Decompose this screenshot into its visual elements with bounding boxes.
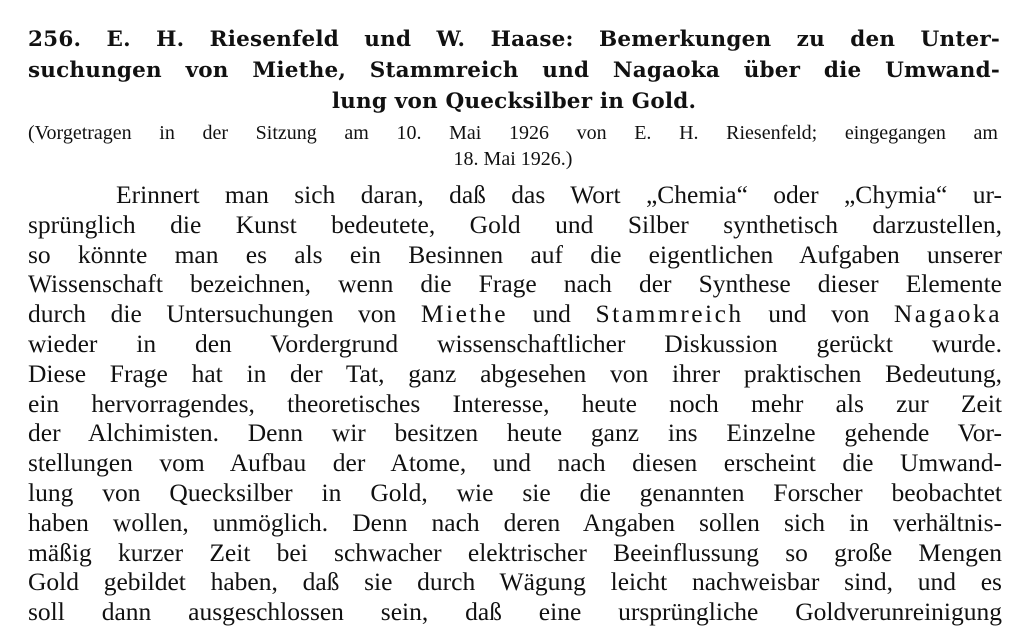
title-line-2: suchungen von Miethe, Stammreich und Nagaoka über die Umwand- [28, 58, 1000, 83]
body-line-6: wieder in den Vordergrund wissenschaftlicher Diskussion gerückt wurde. [28, 328, 1002, 358]
body-line-13: mäßig kurzer Zeit bei schwacher elektrischer Beeinflussung so große Mengen [28, 537, 1002, 567]
body-line-7: Diese Frage hat in der Tat, ganz abgesehen von ihrer praktischen Bedeutung, [28, 358, 1002, 388]
body-line-1: Erinnert man sich daran, daß das Wort „Chemia“ oder „Chymia“ ur- [116, 180, 1002, 209]
body-line-14: Gold gebildet haben, daß sie durch Wägung leicht nachweisbar sind, und es [28, 567, 1002, 597]
body-line-8: ein hervorragendes, theoretisches Interesse, heute noch mehr als zur Zeit [28, 388, 1002, 418]
note-line-1: (Vorgetragen in der Sitzung am 10. Mai 1926 von E. H. Riesenfeld; eingegangen am [28, 122, 998, 144]
body-line-12: haben wollen, unmöglich. Denn nach deren Angaben sollen sich in verhältnis- [28, 507, 1002, 537]
body-line-3: so könnte man es als ein Besinnen auf die eigentlichen Aufgaben unserer [28, 239, 1002, 269]
title-line-3: lung von Quecksilber in Gold. [331, 89, 697, 114]
title-line-1: 256. E. H. Riesenfeld und W. Haase: Bemerkungen zu den Unter- [28, 27, 1000, 52]
body-line-4: Wissenschaft bezeichnen, wenn die Frage nach der Synthese dieser Elemente [28, 269, 1002, 299]
author-name-stammreich: Stammreich [595, 299, 744, 329]
names-prefix: durch die Untersuchungen von [28, 299, 421, 329]
body-line-9: der Alchimisten. Denn wir besitzen heute ganz ins Einzelne gehende Vor- [28, 418, 1002, 448]
body-line-2: sprünglich die Kunst bedeutete, Gold und Silber synthetisch darzustellen, [28, 209, 1002, 239]
note-line-2: 18. Mai 1926.) [453, 148, 573, 170]
names-mid-2: und von [743, 299, 894, 329]
body-line-11: lung von Quecksilber in Gold, wie sie die genannten Forscher beobachtet [28, 477, 1002, 507]
body-line-15-partial: soll dann ausgeschlossen sein, daß eine ursprüngliche Goldverunreinigung [28, 597, 1002, 627]
article-title [28, 24, 1000, 117]
author-name-nagaoka: Nagaoka [893, 299, 1003, 329]
body-line-10: stellungen vom Aufbau der Atome, und nach diesen erscheint die Umwand- [28, 448, 1002, 478]
body-text [28, 180, 1003, 627]
submission-note [28, 120, 998, 172]
body-line-5 [28, 299, 1002, 329]
names-mid-1: und [508, 299, 596, 329]
author-name-miethe: Miethe [420, 299, 509, 329]
